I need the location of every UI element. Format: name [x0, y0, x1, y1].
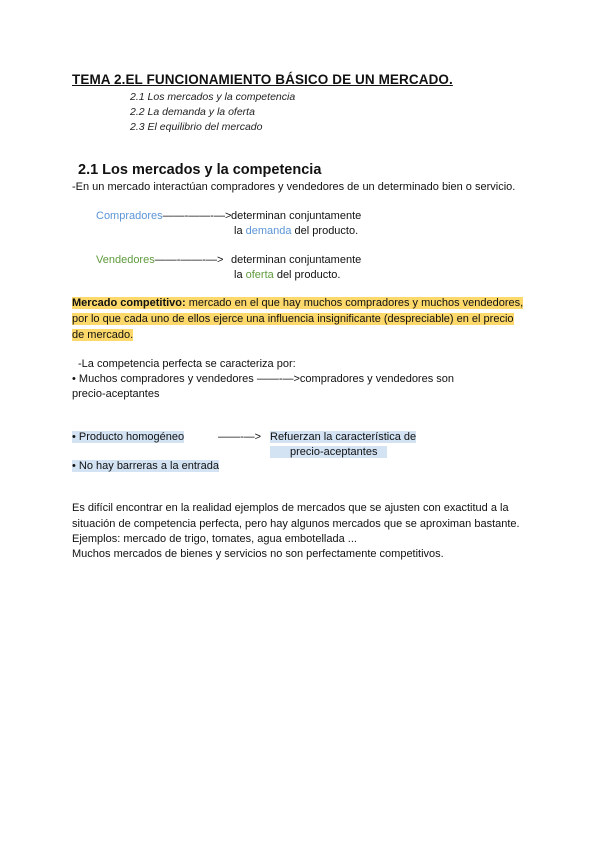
vendedores-row: [96, 254, 223, 266]
definition-line2: [72, 313, 514, 325]
vendedores-line2-pre: la: [234, 269, 246, 281]
oferta-word: oferta: [245, 269, 274, 281]
compradores-row: [96, 210, 231, 222]
compradores-arrow: ——-——-—>: [162, 210, 232, 222]
section-heading: 2.1 Los mercados y la competencia: [78, 162, 322, 178]
closing-line1: Es difícil encontrar en la realidad ejemplos de mercados que se ajusten con exactitud a la: [72, 502, 509, 514]
no-barreras-text: • No hay barreras a la entrada: [72, 460, 219, 472]
compradores-line2: [234, 225, 358, 237]
vendedores-line2-post: del producto.: [273, 269, 341, 281]
item2-result-1: [270, 431, 416, 443]
demanda-word: demanda: [245, 225, 292, 237]
closing-line3: Ejemplos: mercado de trigo, tomates, agua embotellada ...: [72, 533, 357, 545]
definition-text-1: mercado en el que hay muchos compradores y muchos vendedores,: [185, 297, 524, 309]
producto-homogeneo: • Producto homogéneo: [72, 431, 185, 443]
vendedores-line1: determinan conjuntamente: [231, 254, 362, 266]
characteristics-item1: • Muchos compradores y vendedores ——-—>compradores y vendedores son: [72, 373, 455, 385]
definition-line3: [72, 329, 133, 341]
item2-result-2: [270, 446, 387, 458]
characteristics-item2: [72, 431, 184, 443]
characteristics-item1-cont: precio-aceptantes: [72, 388, 160, 400]
document-title: TEMA 2.EL FUNCIONAMIENTO BÁSICO DE UN MERCADO.: [72, 72, 453, 87]
compradores-line2-post: del producto.: [291, 225, 359, 237]
closing-line2: situación de competencia perfecta, pero hay algunos mercados que se aproximan bastante.: [72, 518, 520, 530]
intro-paragraph: -En un mercado interactúan compradores y vendedores de un determinado bien o servicio.: [72, 181, 516, 193]
definition-text-3: de mercado.: [72, 329, 134, 341]
characteristics-intro: -La competencia perfecta se caracteriza por:: [78, 358, 296, 370]
toc-item-2-1: 2.1 Los mercados y la competencia: [130, 91, 296, 103]
vendedores-word: Vendedores: [96, 254, 155, 266]
precio-aceptantes-text: precio-aceptantes: [270, 446, 387, 458]
compradores-line2-pre: la: [234, 225, 246, 237]
compradores-line1: determinan conjuntamente: [231, 210, 362, 222]
definition-line1: [72, 297, 523, 309]
compradores-word: Compradores: [96, 210, 163, 222]
item2-arrow: ——-—>: [218, 431, 262, 443]
toc-item-2-3: 2.3 El equilibrio del mercado: [130, 121, 263, 133]
closing-line4: Muchos mercados de bienes y servicios no son perfectamente competitivos.: [72, 548, 444, 560]
definition-term: Mercado competitivo:: [72, 297, 186, 309]
toc-item-2-2: 2.2 La demanda y la oferta: [130, 106, 255, 118]
refuerzan-text: Refuerzan la característica de: [270, 431, 417, 443]
characteristics-item3: [72, 460, 219, 472]
vendedores-arrow: ——-——-—>: [154, 254, 224, 266]
definition-text-2: por lo que cada uno de ellos ejerce una influencia insignificante (despreciable) en el precio: [72, 313, 514, 325]
vendedores-line2: [234, 269, 340, 281]
